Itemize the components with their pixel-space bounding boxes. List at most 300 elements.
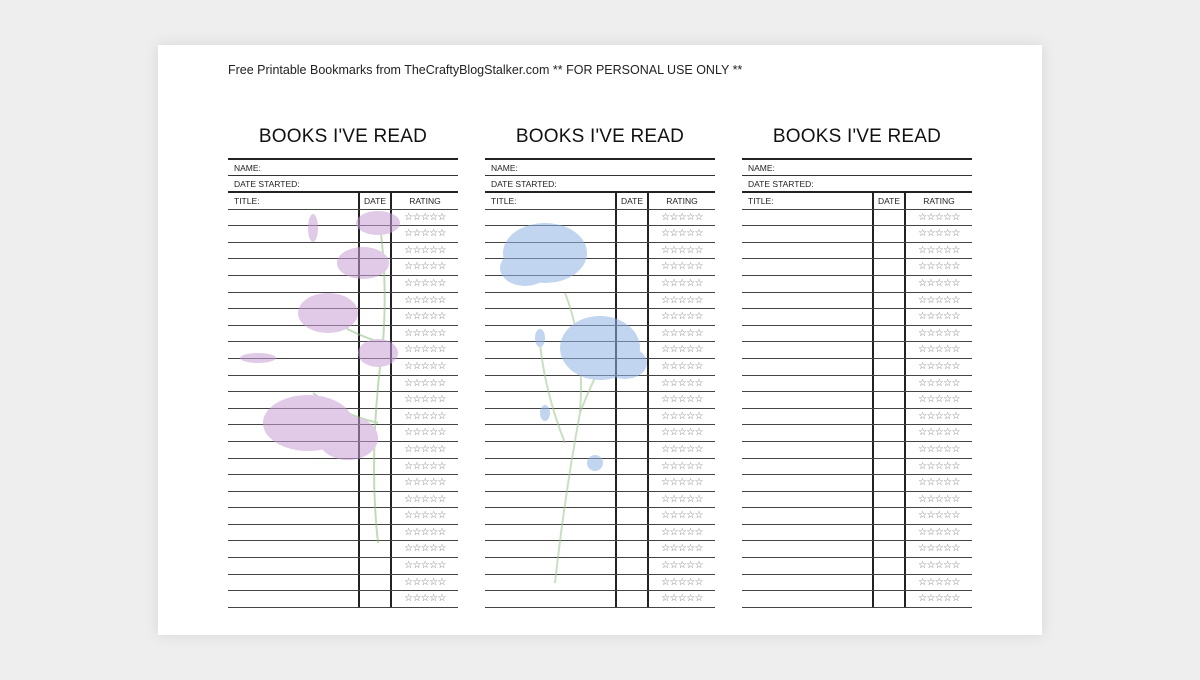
date-started-field: DATE STARTED: <box>485 176 715 193</box>
date-cell <box>615 475 649 491</box>
title-cell <box>228 392 358 408</box>
title-cell <box>742 409 872 425</box>
title-cell <box>485 342 615 358</box>
rating-stars: ☆☆☆☆☆ <box>404 244 446 256</box>
title-cell <box>485 226 615 242</box>
rating-stars: ☆☆☆☆☆ <box>918 394 960 406</box>
table-rows <box>742 210 972 608</box>
date-cell <box>358 226 392 242</box>
table-row <box>742 409 972 426</box>
date-cell <box>615 442 649 458</box>
date-cell <box>358 376 392 392</box>
title-cell <box>485 326 615 342</box>
title-cell <box>742 392 872 408</box>
title-cell <box>228 226 358 242</box>
rating-column-header: RATING <box>409 196 441 206</box>
table-row <box>742 475 972 492</box>
date-cell <box>615 293 649 309</box>
rating-column-header: RATING <box>666 196 698 206</box>
table-row <box>485 558 715 575</box>
date-cell <box>358 475 392 491</box>
rating-stars: ☆☆☆☆☆ <box>661 543 703 555</box>
date-cell <box>615 525 649 541</box>
title-cell <box>228 558 358 574</box>
date-cell <box>358 359 392 375</box>
rating-stars: ☆☆☆☆☆ <box>404 576 446 588</box>
date-cell <box>358 309 392 325</box>
title-cell <box>228 359 358 375</box>
date-cell <box>615 558 649 574</box>
rating-stars: ☆☆☆☆☆ <box>918 593 960 605</box>
table-row <box>485 492 715 509</box>
title-cell <box>742 525 872 541</box>
date-cell <box>872 442 906 458</box>
title-cell <box>742 492 872 508</box>
rating-stars: ☆☆☆☆☆ <box>918 327 960 339</box>
table-row <box>742 442 972 459</box>
date-cell <box>872 591 906 607</box>
table-row <box>742 541 972 558</box>
title-cell <box>228 259 358 275</box>
table-row <box>228 359 458 376</box>
rating-stars: ☆☆☆☆☆ <box>404 443 446 455</box>
date-cell <box>872 508 906 524</box>
rating-stars: ☆☆☆☆☆ <box>918 526 960 538</box>
date-cell <box>872 575 906 591</box>
title-cell <box>742 459 872 475</box>
bookmark-title: BOOKS I'VE READ <box>258 126 428 147</box>
rating-stars: ☆☆☆☆☆ <box>404 593 446 605</box>
table-row <box>485 525 715 542</box>
rating-stars: ☆☆☆☆☆ <box>918 410 960 422</box>
title-cell <box>228 442 358 458</box>
date-cell <box>872 276 906 292</box>
date-cell <box>872 243 906 259</box>
title-cell <box>228 475 358 491</box>
rating-stars: ☆☆☆☆☆ <box>404 344 446 356</box>
title-cell <box>742 276 872 292</box>
table-header <box>742 193 972 210</box>
date-column-header: DATE <box>872 193 906 209</box>
table-row <box>228 508 458 525</box>
rating-stars: ☆☆☆☆☆ <box>661 261 703 273</box>
rating-stars: ☆☆☆☆☆ <box>661 228 703 240</box>
table-row <box>228 243 458 260</box>
title-cell <box>228 425 358 441</box>
title-cell <box>228 243 358 259</box>
title-cell <box>742 591 872 607</box>
table-row <box>228 342 458 359</box>
date-cell <box>872 558 906 574</box>
rating-stars: ☆☆☆☆☆ <box>661 211 703 223</box>
table-row <box>228 575 458 592</box>
table-row <box>228 591 458 608</box>
date-cell <box>615 326 649 342</box>
rating-stars: ☆☆☆☆☆ <box>661 576 703 588</box>
date-cell <box>872 541 906 557</box>
title-cell <box>228 293 358 309</box>
table-row <box>742 459 972 476</box>
date-cell <box>872 293 906 309</box>
title-cell <box>228 342 358 358</box>
date-cell <box>615 425 649 441</box>
rating-stars: ☆☆☆☆☆ <box>918 560 960 572</box>
table-row <box>742 575 972 592</box>
date-cell <box>615 243 649 259</box>
rating-stars: ☆☆☆☆☆ <box>918 443 960 455</box>
date-cell <box>358 210 392 226</box>
table-row <box>485 226 715 243</box>
name-field: NAME: <box>228 160 458 176</box>
title-column-header: TITLE: <box>491 196 517 206</box>
title-cell <box>228 541 358 557</box>
rating-stars: ☆☆☆☆☆ <box>404 261 446 273</box>
date-cell <box>872 259 906 275</box>
date-cell <box>872 342 906 358</box>
title-cell <box>742 442 872 458</box>
date-cell <box>615 210 649 226</box>
table-row <box>485 508 715 525</box>
title-cell <box>742 475 872 491</box>
bookmark-title: BOOKS I'VE READ <box>772 126 942 147</box>
table-row <box>228 409 458 426</box>
table-row <box>485 442 715 459</box>
table-row <box>228 459 458 476</box>
date-cell <box>615 309 649 325</box>
title-cell <box>485 541 615 557</box>
title-cell <box>742 425 872 441</box>
title-cell <box>742 359 872 375</box>
rating-stars: ☆☆☆☆☆ <box>918 377 960 389</box>
rating-stars: ☆☆☆☆☆ <box>661 277 703 289</box>
date-cell <box>358 326 392 342</box>
table-row <box>485 409 715 426</box>
rating-stars: ☆☆☆☆☆ <box>661 327 703 339</box>
table-row <box>485 591 715 608</box>
table-header <box>485 193 715 210</box>
table-row <box>485 475 715 492</box>
date-cell <box>358 541 392 557</box>
rating-stars: ☆☆☆☆☆ <box>404 311 446 323</box>
title-cell <box>485 309 615 325</box>
date-cell <box>358 525 392 541</box>
rating-stars: ☆☆☆☆☆ <box>918 294 960 306</box>
title-cell <box>228 459 358 475</box>
table-row <box>742 342 972 359</box>
date-cell <box>358 342 392 358</box>
title-cell <box>485 259 615 275</box>
table-row <box>485 425 715 442</box>
table-row <box>228 309 458 326</box>
date-cell <box>872 326 906 342</box>
table-rows <box>485 210 715 608</box>
header-note: Free Printable Bookmarks from TheCraftyBlogStalker.com ** FOR PERSONAL USE ONLY ** <box>228 63 743 77</box>
table-row <box>485 392 715 409</box>
rating-stars: ☆☆☆☆☆ <box>918 493 960 505</box>
title-cell <box>485 409 615 425</box>
date-cell <box>872 210 906 226</box>
rating-stars: ☆☆☆☆☆ <box>404 510 446 522</box>
date-cell <box>358 442 392 458</box>
date-cell <box>615 508 649 524</box>
table-row <box>485 342 715 359</box>
title-cell <box>485 591 615 607</box>
title-cell <box>485 392 615 408</box>
table-row <box>228 259 458 276</box>
table-row <box>742 591 972 608</box>
table-row <box>228 376 458 393</box>
table-rows <box>228 210 458 608</box>
title-cell <box>742 326 872 342</box>
title-cell <box>485 243 615 259</box>
title-cell <box>485 425 615 441</box>
rating-stars: ☆☆☆☆☆ <box>661 443 703 455</box>
rating-stars: ☆☆☆☆☆ <box>661 344 703 356</box>
table-row <box>228 475 458 492</box>
rating-stars: ☆☆☆☆☆ <box>661 477 703 489</box>
date-cell <box>358 243 392 259</box>
date-cell <box>615 541 649 557</box>
rating-stars: ☆☆☆☆☆ <box>404 543 446 555</box>
title-column-header: TITLE: <box>234 196 260 206</box>
table-row <box>742 376 972 393</box>
date-cell <box>615 259 649 275</box>
title-cell <box>742 558 872 574</box>
rating-stars: ☆☆☆☆☆ <box>404 277 446 289</box>
rating-stars: ☆☆☆☆☆ <box>918 477 960 489</box>
rating-stars: ☆☆☆☆☆ <box>404 394 446 406</box>
table-row <box>742 243 972 260</box>
rating-stars: ☆☆☆☆☆ <box>404 327 446 339</box>
table-row <box>742 309 972 326</box>
date-cell <box>872 459 906 475</box>
date-cell <box>872 376 906 392</box>
reading-log-table <box>228 193 458 608</box>
title-cell <box>485 376 615 392</box>
rating-stars: ☆☆☆☆☆ <box>661 410 703 422</box>
rating-stars: ☆☆☆☆☆ <box>404 228 446 240</box>
title-cell <box>485 276 615 292</box>
date-column-header: DATE <box>615 193 649 209</box>
date-cell <box>615 591 649 607</box>
table-row <box>742 259 972 276</box>
rating-stars: ☆☆☆☆☆ <box>918 460 960 472</box>
rating-stars: ☆☆☆☆☆ <box>404 493 446 505</box>
title-cell <box>742 508 872 524</box>
table-row <box>485 359 715 376</box>
table-row <box>228 210 458 227</box>
table-row <box>742 359 972 376</box>
title-cell <box>485 442 615 458</box>
rating-stars: ☆☆☆☆☆ <box>404 477 446 489</box>
date-cell <box>615 492 649 508</box>
table-row <box>485 541 715 558</box>
rating-stars: ☆☆☆☆☆ <box>918 261 960 273</box>
title-cell <box>742 259 872 275</box>
title-cell <box>228 309 358 325</box>
rating-stars: ☆☆☆☆☆ <box>661 510 703 522</box>
name-field: NAME: <box>742 160 972 176</box>
date-started-field: DATE STARTED: <box>228 176 458 193</box>
date-cell <box>358 425 392 441</box>
rating-stars: ☆☆☆☆☆ <box>918 277 960 289</box>
title-cell <box>228 525 358 541</box>
reading-log-table <box>485 193 715 608</box>
table-row <box>742 508 972 525</box>
title-cell <box>485 210 615 226</box>
rating-stars: ☆☆☆☆☆ <box>404 560 446 572</box>
table-row <box>228 326 458 343</box>
date-cell <box>358 276 392 292</box>
rating-stars: ☆☆☆☆☆ <box>661 311 703 323</box>
title-cell <box>742 342 872 358</box>
date-started-field: DATE STARTED: <box>742 176 972 193</box>
rating-stars: ☆☆☆☆☆ <box>661 593 703 605</box>
title-cell <box>742 309 872 325</box>
rating-stars: ☆☆☆☆☆ <box>918 543 960 555</box>
table-row <box>485 326 715 343</box>
rating-stars: ☆☆☆☆☆ <box>661 493 703 505</box>
table-row <box>742 293 972 310</box>
bookmark-3 <box>742 120 972 608</box>
table-row <box>485 309 715 326</box>
date-cell <box>872 309 906 325</box>
rating-stars: ☆☆☆☆☆ <box>918 211 960 223</box>
rating-stars: ☆☆☆☆☆ <box>404 360 446 372</box>
rating-stars: ☆☆☆☆☆ <box>404 211 446 223</box>
rating-stars: ☆☆☆☆☆ <box>918 311 960 323</box>
table-row <box>742 210 972 227</box>
table-row <box>228 558 458 575</box>
bookmark-2 <box>485 120 715 608</box>
date-cell <box>872 525 906 541</box>
date-cell <box>872 492 906 508</box>
rating-stars: ☆☆☆☆☆ <box>661 427 703 439</box>
rating-stars: ☆☆☆☆☆ <box>918 344 960 356</box>
title-cell <box>742 210 872 226</box>
table-row <box>228 541 458 558</box>
title-cell <box>228 326 358 342</box>
date-cell <box>615 276 649 292</box>
table-row <box>228 293 458 310</box>
title-cell <box>742 376 872 392</box>
title-cell <box>228 276 358 292</box>
rating-stars: ☆☆☆☆☆ <box>661 560 703 572</box>
title-cell <box>228 508 358 524</box>
table-row <box>228 392 458 409</box>
table-row <box>485 259 715 276</box>
title-cell <box>742 243 872 259</box>
table-row <box>742 392 972 409</box>
table-row <box>742 425 972 442</box>
date-cell <box>615 359 649 375</box>
rating-stars: ☆☆☆☆☆ <box>404 460 446 472</box>
date-cell <box>358 508 392 524</box>
date-cell <box>872 392 906 408</box>
title-cell <box>228 575 358 591</box>
rating-stars: ☆☆☆☆☆ <box>918 510 960 522</box>
table-row <box>485 376 715 393</box>
date-cell <box>358 575 392 591</box>
date-cell <box>358 459 392 475</box>
name-field: NAME: <box>485 160 715 176</box>
title-cell <box>228 409 358 425</box>
date-cell <box>358 492 392 508</box>
table-row <box>485 210 715 227</box>
rating-stars: ☆☆☆☆☆ <box>404 526 446 538</box>
rating-stars: ☆☆☆☆☆ <box>661 294 703 306</box>
table-row <box>228 226 458 243</box>
reading-log-table <box>742 193 972 608</box>
date-cell <box>358 409 392 425</box>
rating-stars: ☆☆☆☆☆ <box>661 394 703 406</box>
table-row <box>742 326 972 343</box>
table-row <box>228 276 458 293</box>
date-cell <box>872 425 906 441</box>
table-row <box>485 575 715 592</box>
rating-column-header: RATING <box>923 196 955 206</box>
table-row <box>742 226 972 243</box>
title-cell <box>485 575 615 591</box>
table-row <box>485 276 715 293</box>
date-cell <box>615 575 649 591</box>
date-cell <box>615 392 649 408</box>
rating-stars: ☆☆☆☆☆ <box>661 244 703 256</box>
date-cell <box>358 591 392 607</box>
rating-stars: ☆☆☆☆☆ <box>404 427 446 439</box>
rating-stars: ☆☆☆☆☆ <box>661 360 703 372</box>
title-cell <box>228 210 358 226</box>
date-cell <box>615 409 649 425</box>
title-cell <box>485 508 615 524</box>
title-cell <box>485 293 615 309</box>
date-cell <box>872 475 906 491</box>
title-cell <box>228 492 358 508</box>
bookmark-title: BOOKS I'VE READ <box>515 126 685 147</box>
title-cell <box>742 293 872 309</box>
title-cell <box>485 492 615 508</box>
table-row <box>485 243 715 260</box>
table-row <box>742 276 972 293</box>
title-cell <box>485 475 615 491</box>
rating-stars: ☆☆☆☆☆ <box>918 244 960 256</box>
table-row <box>742 492 972 509</box>
title-cell <box>742 541 872 557</box>
date-cell <box>358 392 392 408</box>
rating-stars: ☆☆☆☆☆ <box>918 228 960 240</box>
date-cell <box>615 226 649 242</box>
table-row <box>228 442 458 459</box>
table-row <box>485 459 715 476</box>
table-row <box>742 525 972 542</box>
date-cell <box>872 359 906 375</box>
table-row <box>228 525 458 542</box>
date-cell <box>358 558 392 574</box>
table-header <box>228 193 458 210</box>
title-cell <box>485 525 615 541</box>
rating-stars: ☆☆☆☆☆ <box>661 460 703 472</box>
rating-stars: ☆☆☆☆☆ <box>661 526 703 538</box>
date-column-header: DATE <box>358 193 392 209</box>
rating-stars: ☆☆☆☆☆ <box>404 410 446 422</box>
date-cell <box>358 293 392 309</box>
bookmark-1 <box>228 120 458 608</box>
title-cell <box>742 575 872 591</box>
table-row <box>485 293 715 310</box>
rating-stars: ☆☆☆☆☆ <box>918 360 960 372</box>
rating-stars: ☆☆☆☆☆ <box>404 377 446 389</box>
rating-stars: ☆☆☆☆☆ <box>918 427 960 439</box>
